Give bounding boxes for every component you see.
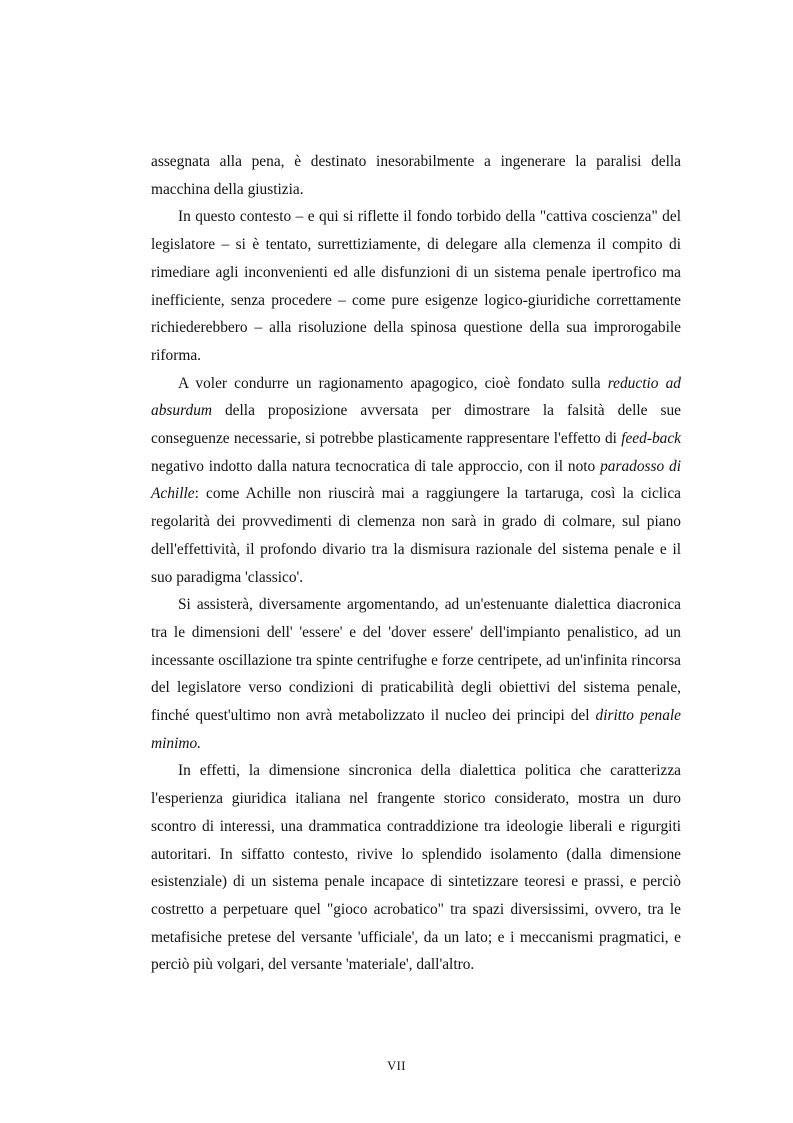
italic-term-paradosso: paradosso di Achille (151, 457, 682, 503)
page-number: VII (387, 1059, 406, 1073)
paragraph-3: A voler condurre un ragionamento apagogico, cioè fondato sulla reductio ad absurdum della proposizione avversata per dimostrare la falsità delle sue conseguenze necessarie, si potrebbe plasticamente rappresentare l'effetto di feed-back negativo indotto dalla natura tecnocratica di tale approccio, con il noto paradosso di Achille: come Achille non riuscirà mai a raggiungere la tartaruga, così la ciclica regolarità dei provvedimenti di clemenza non sarà in grado di colmare, sul piano dell'effettività, il profondo divario tra la dismisura razionale del sistema penale e il suo paradigma 'classico'. (151, 374, 682, 586)
paragraph-1: assegnata alla pena, è destinato inesorabilmente a ingenerare la paralisi della macchina della giustizia. (151, 153, 681, 198)
body-text (151, 148, 681, 979)
italic-term-feedback: feed-back (621, 430, 681, 448)
paragraph-2: In questo contesto – e qui si riflette il fondo torbido della "cattiva coscienza" del legislatore – si è tentato, surrettiziamente, di delegare alla clemenza il compito di rimediare agli inconvenienti ed alle disfunzioni di un sistema penale ipertrofico ma inefficiente, senza procedere – come pure esigenze logico-giuridiche correttamente richiederebbero – alla risoluzione della spinosa questione della sua improrogabile riforma. (151, 208, 681, 364)
italic-term-reductio: reductio ad absurdum (151, 374, 681, 420)
paragraph-4: Si assisterà, diversamente argomentando, ad un'estenuante dialettica diacronica tra le dimensioni dell' 'essere' e del 'dover essere' dell'impianto penalistico, ad un incessante oscillazione tra spinte centrifughe e forze centripete, ad un'infinita rincorsa del legislatore verso condizioni di praticabilità degli obiettivi del sistema penale, finché quest'ultimo non avrà metabolizzato il nucleo dei principi del diritto penale minimo. (151, 596, 681, 752)
paragraph-5: In effetti, la dimensione sincronica della dialettica politica che caratterizza l'esperienza giuridica italiana nel frangente storico considerato, mostra un duro scontro di interessi, una drammatica contraddizione tra ideologie liberali e rigurgiti autoritari. In siffatto contesto, rivive lo splendido isolamento (dalla dimensione esistenziale) di un sistema penale incapace di sintetizzare teoresi e prassi, e perciò costretto a perpetuare quel "gioco acrobatico" tra spazi diversissimi, ovvero, tra le metafisiche pretese del versante 'ufficiale', da un lato; e i meccanismi pragmatici, e perciò più volgari, del versante 'materiale', dall'altro. (151, 762, 681, 974)
italic-term-diritto-penale-minimo: diritto penale minimo. (151, 707, 681, 752)
